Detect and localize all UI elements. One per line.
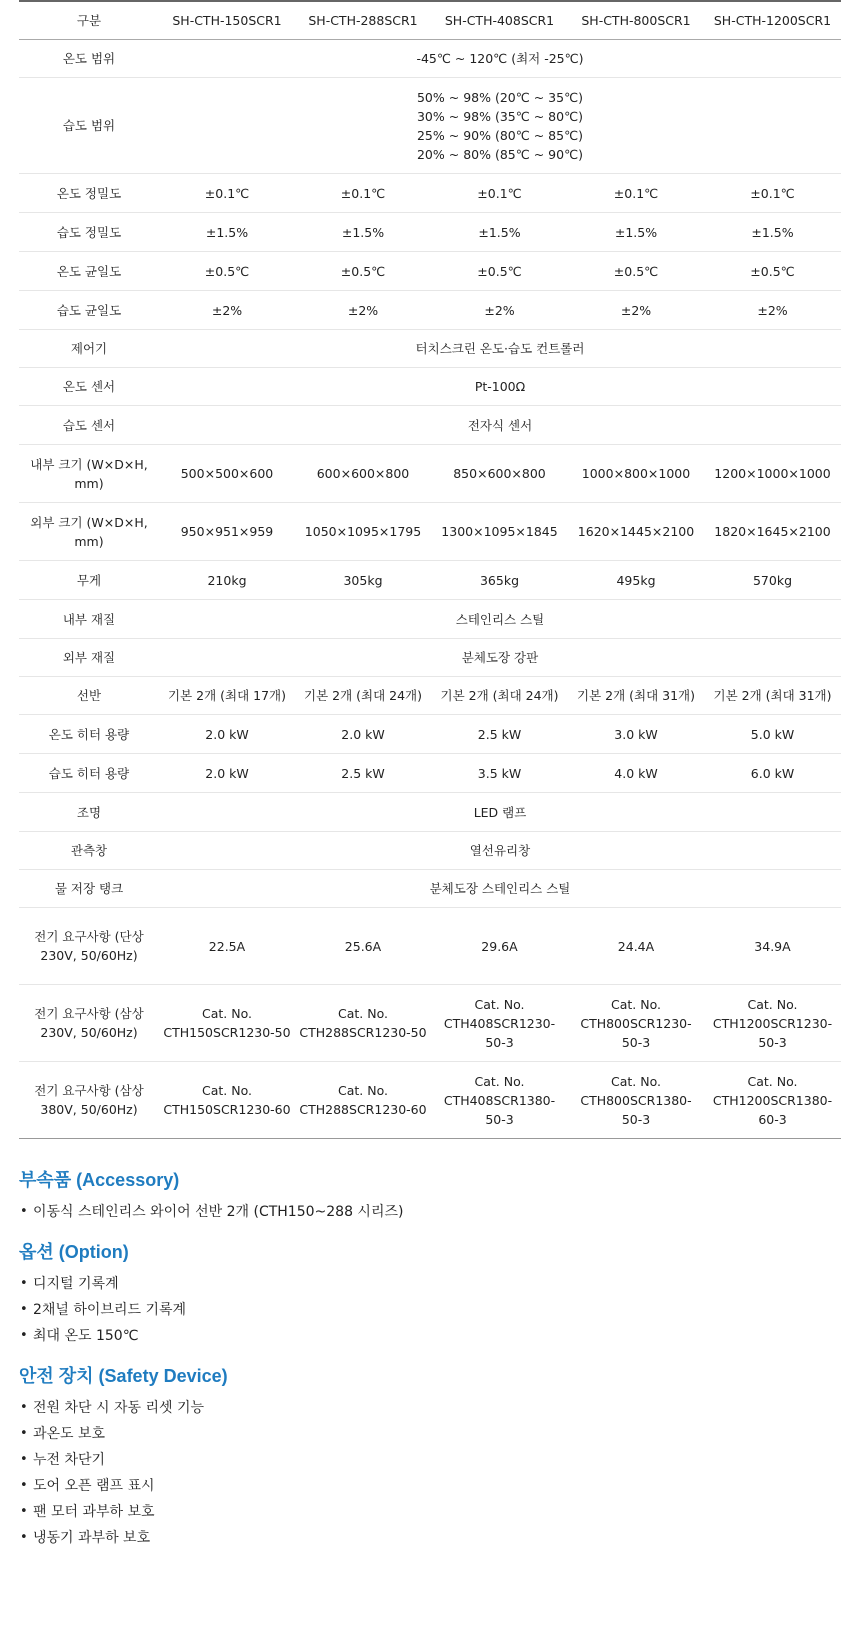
table-cell: 1820×1645×2100 <box>704 503 841 561</box>
merged-cell: 전자식 센서 <box>159 406 841 445</box>
table-row <box>19 40 841 78</box>
list-item: • 누전 차단기 <box>19 1447 841 1473</box>
table-cell: Cat. No. CTH800SCR1380-50-3 <box>580 1073 692 1127</box>
header-cell: SH-CTH-1200SCR1 <box>704 1 841 40</box>
table-row <box>19 639 841 677</box>
table-cell: 500×500×600 <box>159 445 295 503</box>
table-row <box>19 715 841 754</box>
header-row <box>19 1 841 40</box>
info-section <box>19 1363 841 1551</box>
list-item: • 2채널 하이브리드 기록계 <box>19 1297 841 1323</box>
row-label: 온도 센서 <box>19 368 159 406</box>
table-row <box>19 1062 841 1139</box>
row-label: 조명 <box>19 793 159 832</box>
table-cell: ±0.5℃ <box>431 252 568 291</box>
table-cell: Cat. No. CTH150SCR1230-50 <box>159 985 295 1062</box>
table-cell: 기본 2개 (최대 24개) <box>295 677 431 715</box>
table-cell: 210kg <box>159 561 295 600</box>
row-label: 외부 재질 <box>19 639 159 677</box>
info-section <box>19 1239 841 1349</box>
bullet-list <box>19 1271 841 1349</box>
info-sections <box>19 1167 841 1551</box>
table-row <box>19 677 841 715</box>
table-cell: 2.0 kW <box>295 715 431 754</box>
row-label: 습도 균일도 <box>19 291 159 330</box>
merged-cell: 50% ~ 98% (20℃ ~ 35℃) 30% ~ 98% (35℃ ~ 80℃) 25% ~ 90% (80℃ ~ 85℃) 20% ~ 80% (85℃ ~ 90℃) <box>159 78 841 174</box>
row-label: 전기 요구사항 (삼상 230V, 50/60Hz) <box>19 985 159 1062</box>
spec-table-body <box>19 40 841 1139</box>
table-cell: ±2% <box>431 291 568 330</box>
table-cell: ±0.5℃ <box>159 252 295 291</box>
row-label: 온도 균일도 <box>19 252 159 291</box>
row-label: 온도 범위 <box>19 40 159 78</box>
table-row <box>19 985 841 1062</box>
table-cell: 1620×1445×2100 <box>568 503 704 561</box>
header-cell: SH-CTH-800SCR1 <box>568 1 704 40</box>
table-cell: 기본 2개 (최대 17개) <box>159 677 295 715</box>
section-title: 안전 장치 (Safety Device) <box>19 1366 228 1386</box>
row-label: 전기 요구사항 (단상 230V, 50/60Hz) <box>19 908 159 985</box>
row-label: 온도 히터 용량 <box>19 715 159 754</box>
merged-cell: -45℃ ~ 120℃ (최저 -25℃) <box>159 40 841 78</box>
merged-cell: 터치스크린 온도·습도 컨트롤러 <box>159 330 841 368</box>
table-cell: ±2% <box>568 291 704 330</box>
table-row <box>19 870 841 908</box>
row-label: 습도 범위 <box>19 78 159 174</box>
list-item: • 과온도 보호 <box>19 1421 841 1447</box>
header-cell: SH-CTH-150SCR1 <box>159 1 295 40</box>
table-cell: Cat. No. CTH288SCR1230-50 <box>295 985 431 1062</box>
table-row <box>19 252 841 291</box>
table-cell: Cat. No. CTH1200SCR1230-50-3 <box>704 985 841 1062</box>
section-title: 옵션 (Option) <box>19 1242 129 1262</box>
table-row <box>19 291 841 330</box>
table-cell: 24.4A <box>568 908 704 985</box>
table-cell: ±0.1℃ <box>704 174 841 213</box>
table-row <box>19 600 841 639</box>
row-label: 전기 요구사항 (삼상 380V, 50/60Hz) <box>34 1083 144 1117</box>
table-row <box>19 561 841 600</box>
table-cell: 1200×1000×1000 <box>704 445 841 503</box>
spec-table <box>19 0 841 1139</box>
spec-table-head <box>19 1 841 40</box>
table-cell: 기본 2개 (최대 31개) <box>568 677 704 715</box>
table-cell: 365kg <box>431 561 568 600</box>
table-cell: ±1.5% <box>431 213 568 252</box>
table-row <box>19 754 841 793</box>
merged-cell: 분체도장 강판 <box>159 639 841 677</box>
table-cell: 1300×1095×1845 <box>431 503 568 561</box>
list-item: • 냉동기 과부하 보호 <box>19 1525 841 1551</box>
list-item: • 전원 차단 시 자동 리셋 기능 <box>19 1395 841 1421</box>
table-cell: 기본 2개 (최대 31개) <box>704 677 841 715</box>
table-cell: 2.5 kW <box>295 754 431 793</box>
table-cell: 25.6A <box>295 908 431 985</box>
merged-cell: 분체도장 스테인리스 스틸 <box>159 870 841 908</box>
table-cell: 3.5 kW <box>431 754 568 793</box>
table-row <box>19 78 841 174</box>
table-cell: 3.0 kW <box>568 715 704 754</box>
table-cell: Cat. No. CTH1200SCR1380-60-3 <box>712 1073 833 1127</box>
list-item: • 팬 모터 과부하 보호 <box>19 1499 841 1525</box>
table-cell: ±2% <box>295 291 431 330</box>
table-row <box>19 174 841 213</box>
table-row <box>19 908 841 985</box>
table-cell: ±1.5% <box>568 213 704 252</box>
table-cell: ±0.1℃ <box>159 174 295 213</box>
merged-cell: 열선유리창 <box>159 832 841 870</box>
info-section <box>19 1167 841 1225</box>
table-cell: 1050×1095×1795 <box>295 503 431 561</box>
table-cell: 1000×800×1000 <box>568 445 704 503</box>
table-cell: 495kg <box>568 561 704 600</box>
row-label: 내부 재질 <box>19 600 159 639</box>
header-cell: 구분 <box>19 1 159 40</box>
table-cell: 2.0 kW <box>159 754 295 793</box>
table-cell: 600×600×800 <box>295 445 431 503</box>
table-cell: 2.0 kW <box>159 715 295 754</box>
table-row <box>19 503 841 561</box>
table-row <box>19 368 841 406</box>
table-cell: 850×600×800 <box>431 445 568 503</box>
header-cell: SH-CTH-408SCR1 <box>431 1 568 40</box>
table-cell: Cat. No. CTH288SCR1230-60 <box>299 1083 427 1117</box>
row-label: 선반 <box>19 677 159 715</box>
table-cell: ±2% <box>704 291 841 330</box>
row-label: 관측창 <box>19 832 159 870</box>
merged-cell: Pt-100Ω <box>159 368 841 406</box>
row-label: 습도 정밀도 <box>19 213 159 252</box>
table-cell: 2.5 kW <box>431 715 568 754</box>
merged-cell: LED 램프 <box>159 793 841 832</box>
table-row <box>19 832 841 870</box>
list-item: • 최대 온도 150℃ <box>19 1323 841 1349</box>
list-item: • 도어 오픈 램프 표시 <box>19 1473 841 1499</box>
table-row <box>19 406 841 445</box>
table-cell: 950×951×959 <box>159 503 295 561</box>
row-label: 무게 <box>19 561 159 600</box>
table-cell: 570kg <box>704 561 841 600</box>
table-row <box>19 213 841 252</box>
table-cell: Cat. No. CTH408SCR1230-50-3 <box>431 985 568 1062</box>
table-cell: ±0.1℃ <box>431 174 568 213</box>
spec-document <box>19 0 841 1551</box>
list-item: • 디지털 기록계 <box>19 1271 841 1297</box>
table-cell: ±1.5% <box>295 213 431 252</box>
table-cell: Cat. No. CTH408SCR1380-50-3 <box>443 1073 556 1127</box>
table-cell: ±2% <box>159 291 295 330</box>
table-row <box>19 445 841 503</box>
table-cell: ±0.5℃ <box>295 252 431 291</box>
row-label: 습도 히터 용량 <box>19 754 159 793</box>
bullet-list <box>19 1199 841 1225</box>
table-cell: ±0.1℃ <box>568 174 704 213</box>
table-row <box>19 330 841 368</box>
row-label: 습도 센서 <box>19 406 159 445</box>
table-cell: 6.0 kW <box>704 754 841 793</box>
table-cell: ±0.1℃ <box>295 174 431 213</box>
table-cell: ±1.5% <box>704 213 841 252</box>
table-cell: Cat. No. CTH800SCR1230-50-3 <box>568 985 704 1062</box>
merged-cell: 스테인리스 스틸 <box>159 600 841 639</box>
row-label: 물 저장 탱크 <box>19 870 159 908</box>
row-label: 내부 크기 (W×D×H, mm) <box>19 445 159 503</box>
table-cell: 22.5A <box>159 908 295 985</box>
table-cell: 305kg <box>295 561 431 600</box>
table-row <box>19 793 841 832</box>
table-cell: 5.0 kW <box>704 715 841 754</box>
bullet-list <box>19 1395 841 1551</box>
section-title: 부속품 (Accessory) <box>19 1170 180 1190</box>
table-cell: Cat. No. CTH150SCR1230-60 <box>163 1083 291 1117</box>
table-cell: 4.0 kW <box>568 754 704 793</box>
row-label: 외부 크기 (W×D×H, mm) <box>19 503 159 561</box>
row-label: 온도 정밀도 <box>19 174 159 213</box>
list-item: • 이동식 스테인리스 와이어 선반 2개 (CTH150~288 시리즈) <box>19 1199 841 1225</box>
header-cell: SH-CTH-288SCR1 <box>295 1 431 40</box>
table-cell: 34.9A <box>704 908 841 985</box>
row-label: 제어기 <box>19 330 159 368</box>
table-cell: ±0.5℃ <box>704 252 841 291</box>
table-cell: ±0.5℃ <box>568 252 704 291</box>
table-cell: ±1.5% <box>159 213 295 252</box>
table-cell: 기본 2개 (최대 24개) <box>431 677 568 715</box>
table-cell: 29.6A <box>431 908 568 985</box>
